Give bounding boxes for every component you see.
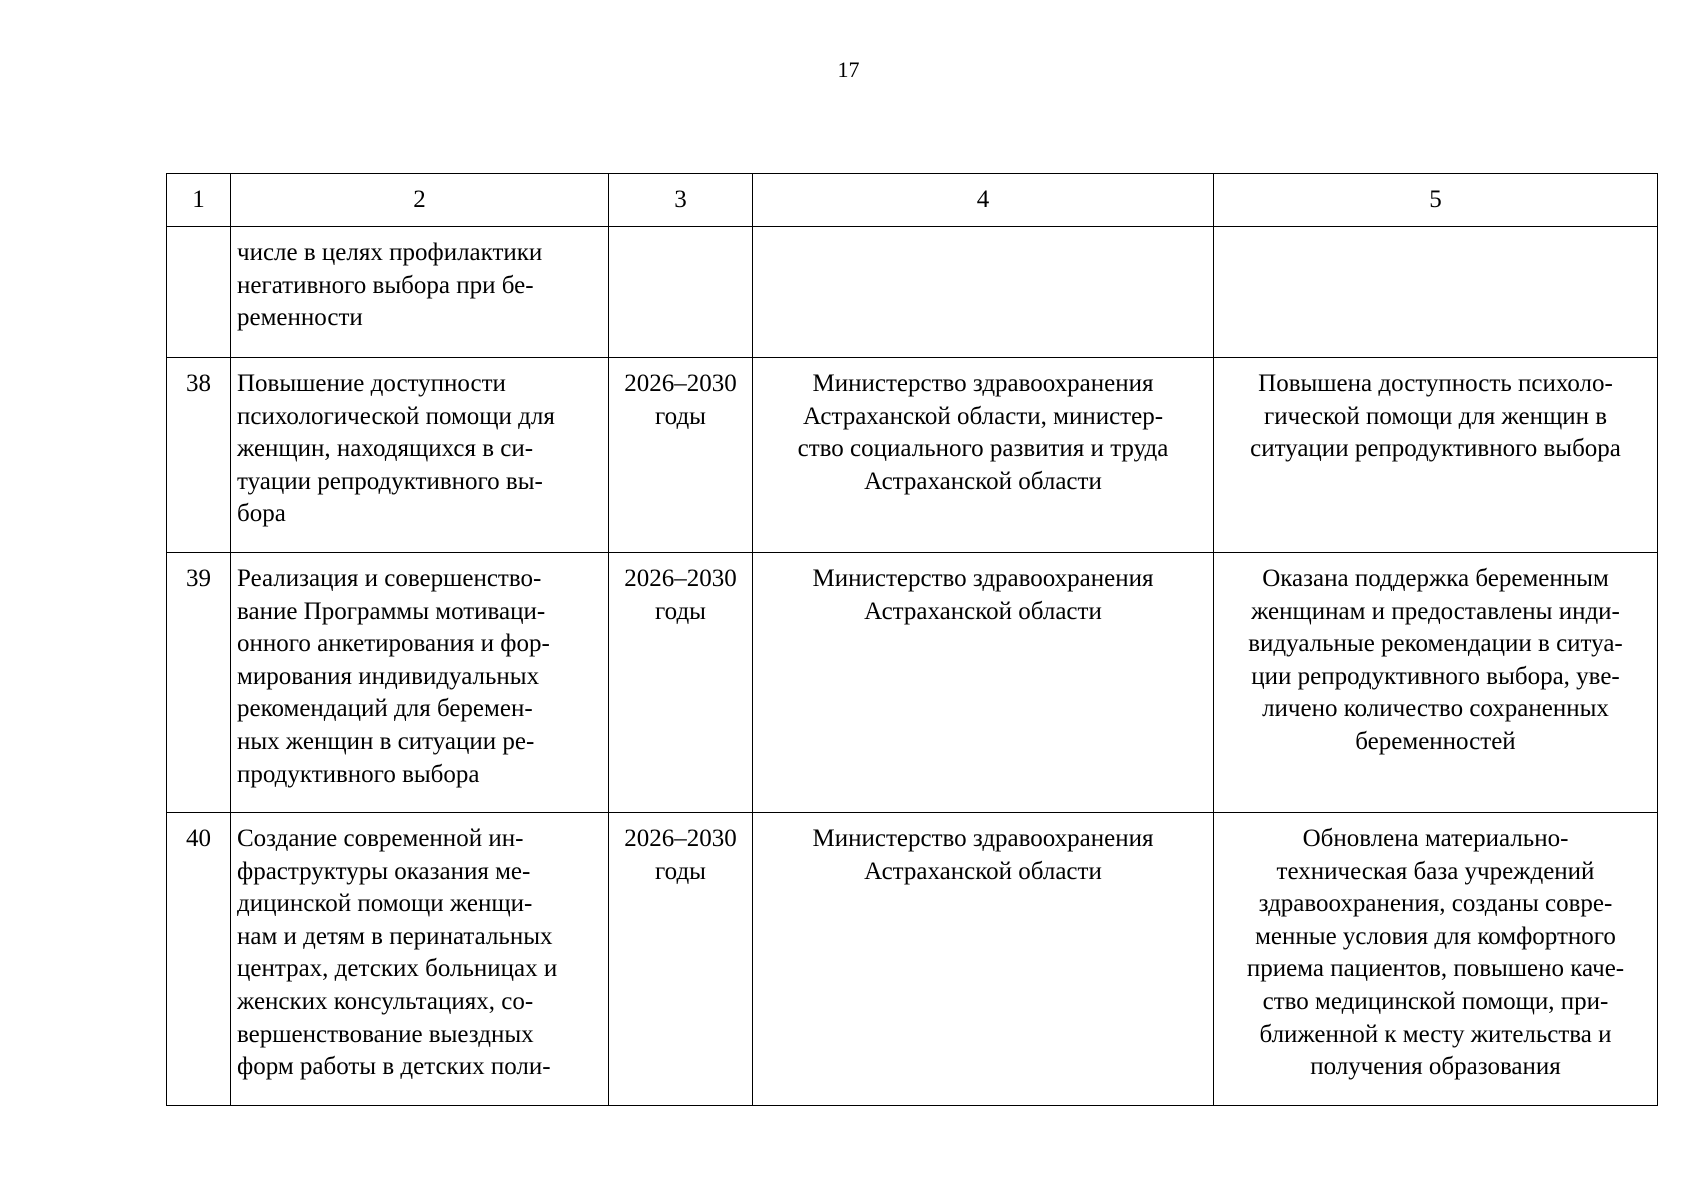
period-cell: 2026–2030 годы xyxy=(609,813,753,1106)
measures-table xyxy=(166,173,1658,1106)
table-row xyxy=(167,227,1658,358)
table-row xyxy=(167,553,1658,813)
period-cell xyxy=(609,227,753,358)
period-cell: 2026–2030 годы xyxy=(609,553,753,813)
executor-cell xyxy=(753,227,1214,358)
table-row xyxy=(167,813,1658,1106)
row-number-cell: 39 xyxy=(167,553,231,813)
measure-name-cell: Создание современной ин- фраструктуры оказания ме- дицинской помощи женщи- нам и детям в перинатальных центрах, детских больницах и женских консультациях, со- вершенствование выездных форм работы в детских поли- xyxy=(231,813,609,1106)
result-cell xyxy=(1214,227,1658,358)
measure-name-cell: Повышение доступности психологической помощи для женщин, находящихся в си- туации репродуктивного вы- бора xyxy=(231,358,609,553)
measure-name-cell: Реализация и совершенство- вание Программы мотиваци- онного анкетирования и фор- мирования индивидуальных рекомендаций для беремен- ных женщин в ситуации ре- продуктивного выбора xyxy=(231,553,609,813)
column-number-header: 3 xyxy=(609,174,753,227)
column-number-header: 1 xyxy=(167,174,231,227)
column-number-header: 5 xyxy=(1214,174,1658,227)
row-number-cell: 38 xyxy=(167,358,231,553)
table-row xyxy=(167,358,1658,553)
result-cell: Обновлена материально- техническая база учреждений здравоохранения, созданы совре- менные условия для комфортного приема пациентов, повышено каче- ство медицинской помощи, при- ближенной к месту жительства и получения образования xyxy=(1214,813,1658,1106)
executor-cell: Министерство здравоохранения Астраханской области, министер- ство социального развития и труда Астраханской области xyxy=(753,358,1214,553)
result-cell: Оказана поддержка беременным женщинам и предоставлены инди- видуальные рекомендации в ситуа- ции репродуктивного выбора, уве- личено количество сохраненных беременностей xyxy=(1214,553,1658,813)
result-cell: Повышена доступность психоло- гической помощи для женщин в ситуации репродуктивного выбора xyxy=(1214,358,1658,553)
row-number-cell: 40 xyxy=(167,813,231,1106)
table-header-row xyxy=(167,174,1658,227)
period-cell: 2026–2030 годы xyxy=(609,358,753,553)
executor-cell: Министерство здравоохранения Астраханской области xyxy=(753,553,1214,813)
page-number: 17 xyxy=(837,57,860,82)
measure-name-cell: числе в целях профилактики негативного выбора при бе- ременности xyxy=(231,227,609,358)
executor-cell: Министерство здравоохранения Астраханской области xyxy=(753,813,1214,1106)
row-number-cell xyxy=(167,227,231,358)
column-number-header: 4 xyxy=(753,174,1214,227)
column-number-header: 2 xyxy=(231,174,609,227)
